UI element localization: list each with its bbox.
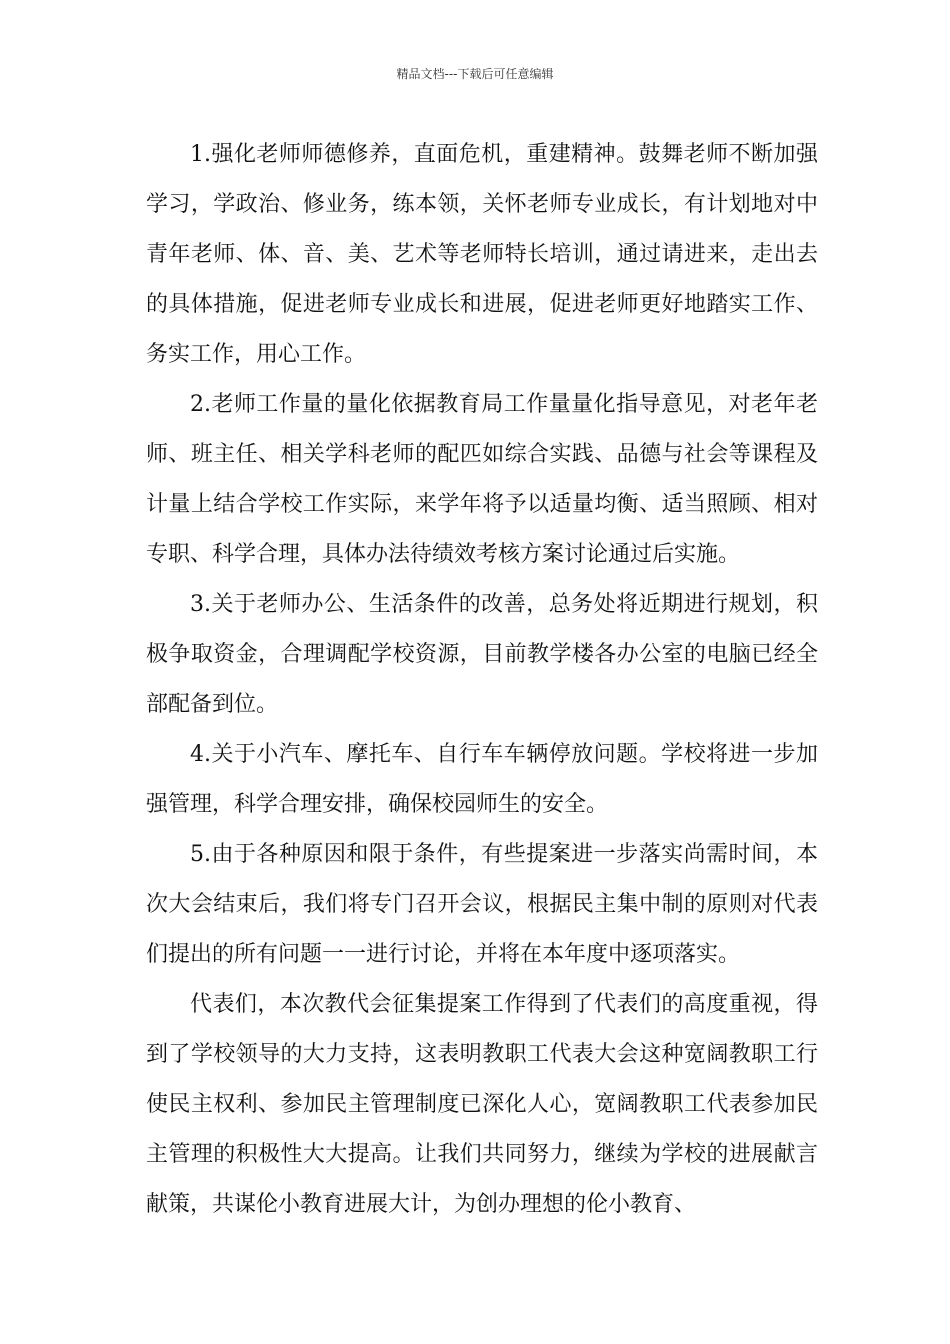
paragraph-6: 代表们，本次教代会征集提案工作得到了代表们的高度重视，得到了学校领导的大力支持，这表明教职工代表大会这种宽阔教职工行使民主权利、参加民主管理制度已深化人心，宽阔教职工代表参加民主管理的积极性大大提高。让我们共同努力，继续为学校的进展献言献策，共谋伦小教育进展大计，为创办理想的伦小教育、	[146, 992, 818, 1217]
paragraph-3: 3.关于老师办公、生活条件的改善，总务处将近期进行规划，积极争取资金，合理调配学校资源，目前教学楼各办公室的电脑已经全部配备到位。	[146, 592, 818, 717]
paragraph-2: 2.老师工作量的量化依据教育局工作量量化指导意见，对老年老师、班主任、相关学科老师的配匹如综合实践、品德与社会等课程及计量上结合学校工作实际，来学年将予以适量均衡、适当照顾、相对专职、科学合理，具体办法待绩效考核方案讨论通过后实施。	[146, 392, 818, 567]
paragraph-1: 1.强化老师师德修养，直面危机，重建精神。鼓舞老师不断加强学习，学政治、修业务，练本领，关怀老师专业成长，有计划地对中青年老师、体、音、美、艺术等老师特长培训，通过请进来，走出去的具体措施，促进老师专业成长和进展，促进老师更好地踏实工作、务实工作，用心工作。	[146, 142, 818, 367]
paragraph-5: 5.由于各种原因和限于条件，有些提案进一步落实尚需时间，本次大会结束后，我们将专门召开会议，根据民主集中制的原则对代表们提出的所有问题一一进行讨论，并将在本年度中逐项落实。	[146, 842, 818, 967]
page-header: 精品文档---下载后可任意编辑	[396, 67, 554, 81]
document-body	[146, 130, 818, 1230]
paragraph-4: 4.关于小汽车、摩托车、自行车车辆停放问题。学校将进一步加强管理，科学合理安排，确保校园师生的安全。	[146, 742, 818, 817]
